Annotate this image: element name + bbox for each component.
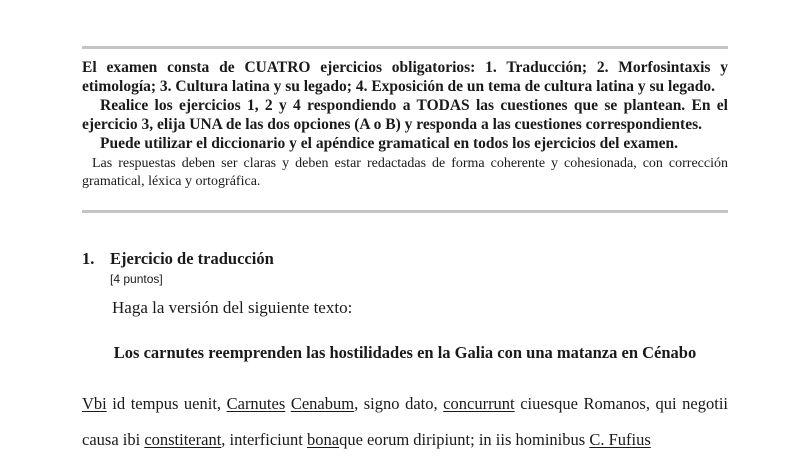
exercise-points: [4 puntos] (110, 272, 163, 286)
exercise-task: Haga la versión del siguiente texto: (112, 298, 353, 317)
instructions-tasks: Realice los ejercicios 1, 2 y 4 respondiendo a TODAS las cuestiones que se plantean. En el ejercicio 3, elija UNA de las dos opciones (A o B) y responda a las cuestiones correspondientes. (82, 97, 728, 133)
passage-fragment: , signo dato, (354, 394, 444, 413)
instructions-structure: El examen consta de CUATRO ejercicios obligatorios: 1. Traducción; 2. Morfosintaxis y etimología; 3. Cultura latina y su legado; 4. Exposición de un tema de cultura latina y su legado. (82, 59, 728, 95)
exercise-title: Ejercicio de traducción (110, 249, 274, 268)
passage-fragment: ciuesque Romanos, qui negotii causa ibi (82, 394, 728, 449)
exam-instructions (82, 58, 728, 191)
passage-fragment: que eorum diripiunt; in iis hominibus (339, 430, 590, 449)
top-divider (82, 46, 728, 49)
underlined-word: C. Fufius (589, 430, 651, 449)
underlined-word: concurrunt (443, 394, 515, 413)
exercise-heading (82, 249, 274, 269)
passage-fragment: , interficiunt (221, 430, 307, 449)
instructions-materials: Puede utilizar el diccionario y el apéndice gramatical en todos los ejercicios del examen. (100, 135, 678, 152)
underlined-word: bona (306, 430, 340, 449)
underlined-word: constiterant (144, 430, 222, 449)
instructions-note: Las respuestas deben ser claras y deben estar redactadas de forma coherente y cohesionada, con corrección gramatical, léxica y ortográfica. (82, 156, 728, 189)
underlined-word: Cenabum (290, 394, 355, 413)
underlined-word: Vbi (82, 394, 107, 413)
bottom-divider (82, 210, 728, 213)
passage-fragment: id tempus uenit, (106, 394, 227, 413)
latin-passage (82, 386, 728, 458)
underlined-word: Carnutes (226, 394, 286, 413)
text-title: Los carnutes reemprenden las hostilidades en la Galia con una matanza en Cénabo (113, 343, 697, 362)
exercise-number: 1. (82, 249, 95, 268)
